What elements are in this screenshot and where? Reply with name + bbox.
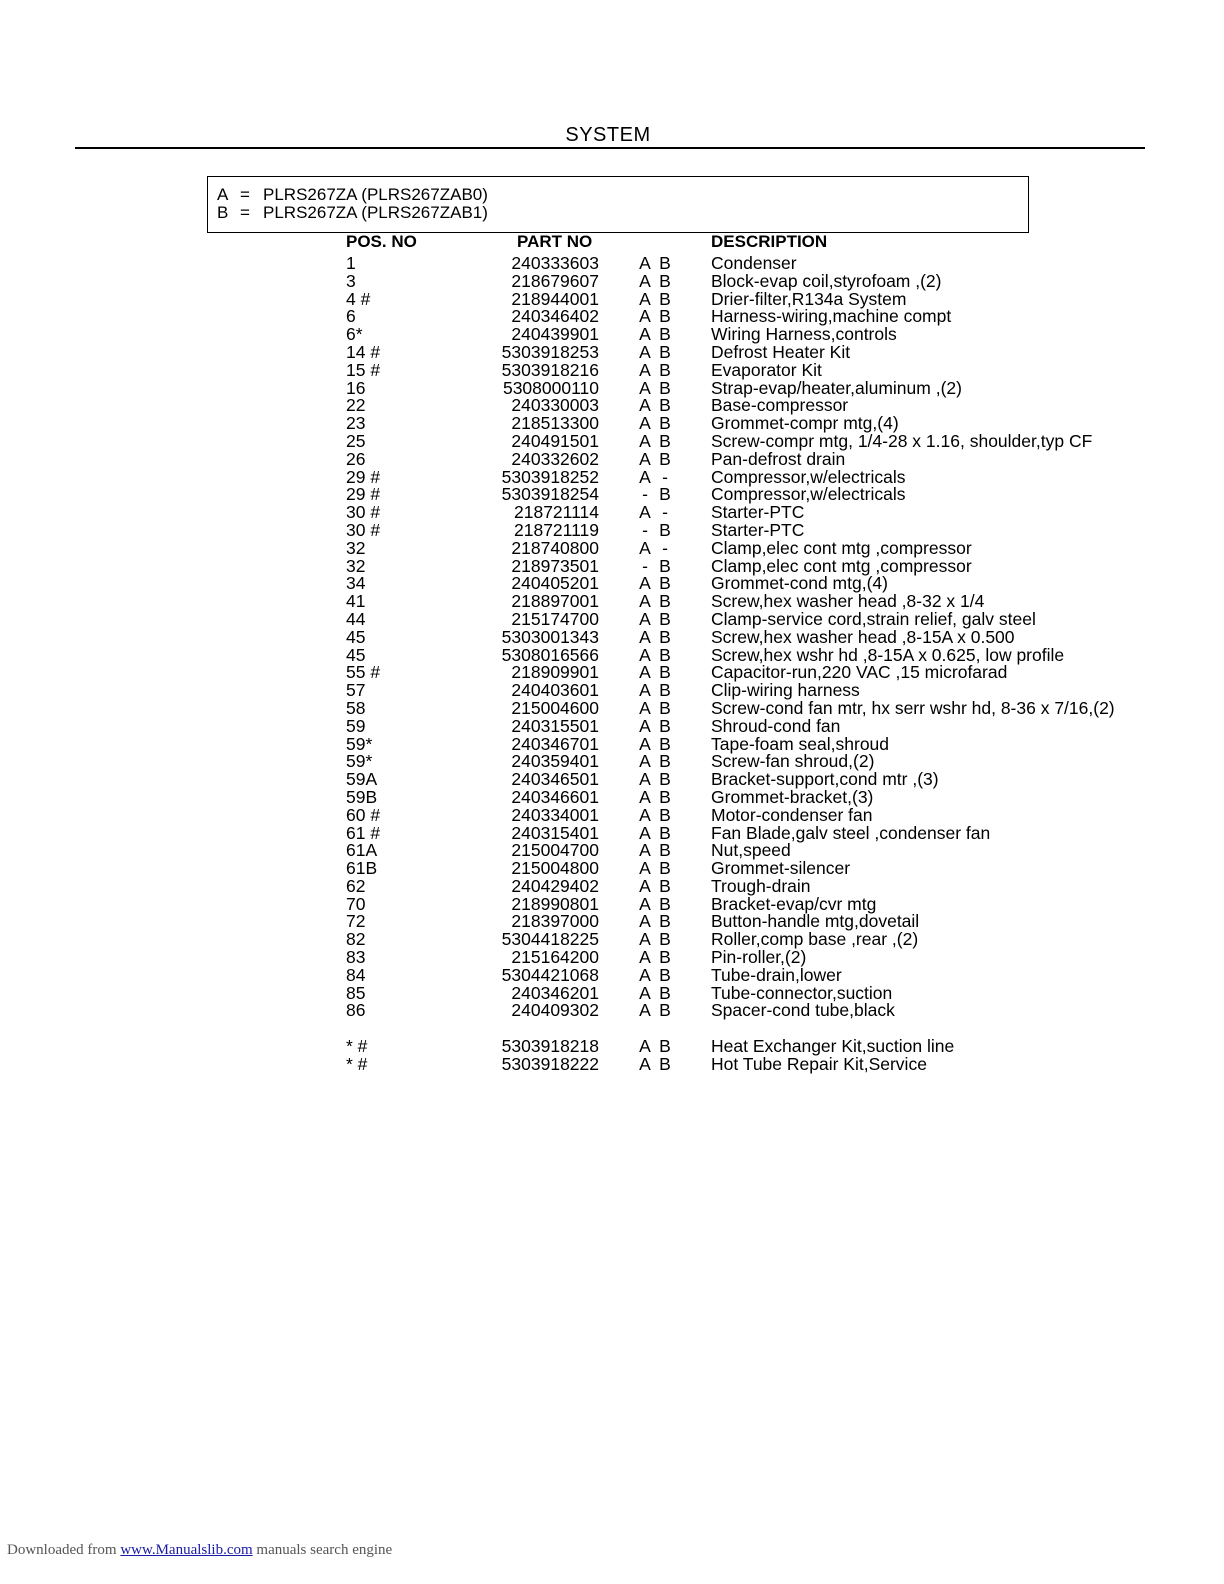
part-number-cell: 218397000	[511, 911, 599, 932]
part-number-cell: 5303918222	[501, 1053, 599, 1074]
parts-row	[0, 1002, 1224, 1020]
description-cell: Wiring Harness,controls	[711, 324, 897, 345]
model-a-flag: A	[639, 448, 651, 469]
model-b-flag: B	[659, 413, 671, 434]
model-a-flag: A	[639, 982, 651, 1003]
description-cell: Roller,comp base ,rear ,(2)	[711, 929, 919, 950]
description-cell: Spacer-cond tube,black	[711, 1000, 895, 1021]
part-number-cell: 240346601	[511, 786, 599, 807]
part-number-cell: 5303918216	[501, 359, 599, 380]
model-b-flag: B	[659, 786, 671, 807]
model-b-flag: B	[659, 395, 671, 416]
pos-cell: 58	[346, 697, 366, 718]
model-a-flag: A	[639, 911, 651, 932]
pos-cell: * #	[346, 1036, 368, 1057]
pos-cell: 60 #	[346, 804, 381, 825]
pos-cell: 59*	[346, 751, 373, 772]
pos-cell: 1	[346, 253, 356, 273]
model-b-flag: B	[659, 306, 671, 327]
part-number-cell: 240330003	[511, 395, 599, 416]
part-number-cell: 240359401	[511, 751, 599, 772]
description-cell: Shroud-cond fan	[711, 715, 841, 736]
description-cell: Compressor,w/electricals	[711, 484, 906, 505]
parts-row	[0, 593, 1224, 611]
part-number-cell: 218679607	[511, 270, 599, 291]
parts-row	[0, 608, 1224, 629]
parts-row	[0, 486, 1224, 504]
model-a-flag: A	[639, 608, 651, 629]
model-b-flag: B	[659, 715, 671, 736]
pos-cell: 6*	[346, 324, 363, 345]
part-number-cell: 218721119	[514, 519, 599, 540]
parts-row	[0, 288, 1224, 309]
pos-cell: 30 #	[346, 502, 381, 523]
pos-cell: 61B	[346, 858, 378, 879]
pos-cell: 55 #	[346, 662, 381, 683]
model-a-flag: A	[639, 893, 651, 914]
description-cell: Heat Exchanger Kit,suction line	[711, 1036, 955, 1057]
description-cell: Screw,hex washer head ,8-15A x 0.500	[711, 626, 1015, 647]
parts-row	[0, 341, 1224, 362]
description-cell: Evaporator Kit	[711, 359, 822, 380]
parts-row	[0, 466, 1224, 487]
model-b-flag: -	[662, 537, 668, 558]
parts-row	[0, 270, 1224, 291]
model-b-flag: B	[659, 804, 671, 825]
part-number-cell: 240439901	[511, 324, 599, 345]
pos-cell: 22	[346, 395, 366, 416]
part-number-cell: 218909901	[511, 662, 599, 683]
part-number-cell: 218513300	[511, 413, 599, 434]
part-number-cell: 240405201	[511, 573, 599, 594]
pos-cell: 61A	[346, 840, 378, 861]
parts-row	[0, 537, 1224, 558]
description-cell: Drier-filter,R134a System	[711, 288, 907, 309]
model-a-flag: A	[639, 306, 651, 327]
pos-cell: 83	[346, 947, 366, 968]
pos-cell: 41	[346, 591, 366, 612]
model-b-flag: B	[659, 270, 671, 291]
parts-row	[0, 733, 1224, 754]
manualslib-link[interactable]: www.Manualslib.com	[120, 1542, 253, 1558]
description-cell: Compressor,w/electricals	[711, 466, 906, 487]
model-a-flag: A	[639, 413, 651, 434]
pos-cell: 44	[346, 608, 366, 629]
model-b-flag: B	[659, 733, 671, 754]
parts-row	[0, 644, 1224, 665]
model-a-flag: A	[639, 466, 651, 487]
description-cell: Tube-drain,lower	[711, 964, 842, 985]
description-cell: Pin-roller,(2)	[711, 947, 807, 968]
model-a-flag: A	[639, 964, 651, 985]
model-b-flag: B	[659, 341, 671, 362]
model-a-flag: A	[639, 644, 651, 665]
pos-cell: 6	[346, 306, 356, 327]
part-number-cell: 215164200	[511, 947, 599, 968]
part-number-cell: 5303918254	[501, 484, 599, 505]
title-divider	[75, 147, 1145, 149]
description-cell: Clamp,elec cont mtg ,compressor	[711, 537, 972, 558]
model-b-flag: B	[659, 697, 671, 718]
model-a-flag: A	[639, 786, 651, 807]
footer-prefix: Downloaded from	[7, 1542, 117, 1558]
parts-row	[0, 255, 1224, 273]
pos-cell: 86	[346, 1000, 366, 1021]
model-b-flag: B	[659, 751, 671, 772]
description-cell: Trough-drain	[711, 875, 811, 896]
model-b-flag: B	[659, 626, 671, 647]
part-number-cell: 215174700	[511, 608, 599, 629]
parts-row	[0, 359, 1224, 380]
parts-row	[0, 697, 1224, 718]
model-b-flag: B	[659, 769, 671, 790]
model-b-flag: B	[659, 858, 671, 879]
description-cell: Screw,hex wshr hd ,8-15A x 0.625, low profile	[711, 644, 1065, 665]
model-legend	[207, 176, 1029, 233]
model-a-flag: A	[639, 626, 651, 647]
pos-cell: 72	[346, 911, 366, 932]
page-title: SYSTEM	[565, 124, 651, 146]
description-cell: Defrost Heater Kit	[711, 341, 851, 362]
model-b-flag: B	[659, 573, 671, 594]
part-number-cell: 218740800	[511, 537, 599, 558]
column-header-part: PART NO	[517, 232, 593, 251]
part-number-cell: 240315401	[511, 822, 599, 843]
model-a-flag: A	[639, 751, 651, 772]
pos-cell: 70	[346, 893, 366, 914]
parts-row	[0, 326, 1224, 344]
pos-cell: 32	[346, 555, 366, 576]
model-a-flag: -	[642, 484, 648, 505]
part-number-cell: 5303918218	[501, 1036, 599, 1057]
part-number-cell: 240346501	[511, 769, 599, 790]
model-a-flag: A	[639, 253, 651, 273]
model-b-flag: B	[659, 929, 671, 950]
part-number-cell: 215004800	[511, 858, 599, 879]
description-cell: Button-handle mtg,dovetail	[711, 911, 920, 932]
model-b-flag: B	[659, 662, 671, 683]
description-cell: Grommet-silencer	[711, 858, 851, 879]
part-number-cell: 218990801	[511, 893, 599, 914]
legend-model: PLRS267ZA (PLRS267ZAB1)	[263, 203, 488, 222]
parts-row	[0, 875, 1224, 896]
pos-cell: 59*	[346, 733, 373, 754]
pos-cell: 45	[346, 644, 366, 665]
parts-row	[0, 626, 1224, 647]
parts-row	[0, 519, 1224, 540]
model-b-flag: B	[659, 822, 671, 843]
model-b-flag: B	[659, 253, 671, 273]
model-b-flag: B	[659, 555, 671, 576]
parts-row	[0, 842, 1224, 860]
description-cell: Nut,speed	[711, 840, 791, 861]
model-a-flag: A	[639, 288, 651, 309]
pos-cell: 61 #	[346, 822, 381, 843]
pos-cell: 14 #	[346, 341, 381, 362]
model-b-flag: B	[659, 430, 671, 451]
pos-cell: 62	[346, 875, 366, 896]
description-cell: Fan Blade,galv steel ,condenser fan	[711, 822, 991, 843]
description-cell: Tube-connector,suction	[711, 982, 893, 1003]
model-b-flag: B	[659, 840, 671, 861]
description-cell: Clamp-service cord,strain relief, galv steel	[711, 608, 1036, 629]
model-b-flag: B	[659, 288, 671, 309]
download-footer	[7, 1542, 392, 1559]
part-number-cell: 240334001	[511, 804, 599, 825]
description-cell: Motor-condenser fan	[711, 804, 873, 825]
model-a-flag: A	[639, 858, 651, 879]
description-cell: Screw,hex washer head ,8-32 x 1/4	[711, 591, 985, 612]
model-a-flag: A	[639, 359, 651, 380]
part-number-cell: 240346701	[511, 733, 599, 754]
model-b-flag: B	[659, 359, 671, 380]
model-b-flag: B	[659, 982, 671, 1003]
pos-cell: 25	[346, 430, 366, 451]
description-cell: Tape-foam seal,shroud	[711, 733, 890, 754]
part-number-cell: 240346201	[511, 982, 599, 1003]
model-b-flag: B	[659, 964, 671, 985]
parts-row	[0, 308, 1224, 326]
model-b-flag: B	[659, 947, 671, 968]
pos-cell: 30 #	[346, 519, 381, 540]
pos-cell: 15 #	[346, 359, 381, 380]
model-a-flag: A	[639, 947, 651, 968]
model-b-flag: B	[659, 1053, 671, 1074]
part-number-cell: 5304418225	[501, 929, 599, 950]
part-number-cell: 240491501	[511, 430, 599, 451]
part-number-cell: 5308000110	[502, 377, 599, 398]
model-a-flag: A	[639, 680, 651, 701]
description-cell: Block-evap coil,styrofoam ,(2)	[711, 270, 942, 291]
model-b-flag: -	[662, 502, 668, 523]
pos-cell: 85	[346, 982, 366, 1003]
legend-equals: =	[240, 185, 250, 204]
description-cell: Screw-cond fan mtr, hx serr wshr hd, 8-36 x 7/16,(2)	[711, 697, 1115, 718]
parts-row	[0, 430, 1224, 451]
parts-list	[0, 255, 1224, 1074]
model-a-flag: A	[639, 395, 651, 416]
pos-cell: 4 #	[346, 288, 371, 309]
model-a-flag: A	[639, 1000, 651, 1021]
model-a-flag: A	[639, 502, 651, 523]
description-cell: Clip-wiring harness	[711, 680, 860, 701]
description-cell: Grommet-cond mtg,(4)	[711, 573, 888, 594]
pos-cell: 59A	[346, 769, 378, 790]
parts-row	[0, 893, 1224, 914]
model-a-flag: A	[639, 840, 651, 861]
model-a-flag: A	[639, 733, 651, 754]
parts-row	[0, 1053, 1224, 1074]
footer-suffix: manuals search engine	[256, 1542, 393, 1558]
part-number-cell: 5303918252	[501, 466, 599, 487]
pos-cell: 29 #	[346, 466, 381, 487]
pos-cell: 16	[346, 377, 366, 398]
description-cell: Bracket-support,cond mtr ,(3)	[711, 769, 939, 790]
description-cell: Grommet-bracket,(3)	[711, 786, 874, 807]
part-number-cell: 240333603	[511, 253, 599, 273]
parts-row	[0, 822, 1224, 843]
parts-row	[0, 715, 1224, 736]
parts-row	[0, 804, 1224, 825]
part-number-cell: 218973501	[511, 555, 599, 576]
model-b-flag: B	[659, 1000, 671, 1021]
part-number-cell: 240332602	[511, 448, 599, 469]
part-number-cell: 240315501	[511, 715, 599, 736]
parts-row	[0, 377, 1224, 398]
pos-cell: 84	[346, 964, 366, 985]
part-number-cell: 240409302	[511, 1000, 599, 1021]
part-number-cell: 5303001343	[501, 626, 599, 647]
parts-row	[0, 771, 1224, 789]
part-number-cell: 5304421068	[501, 964, 599, 985]
pos-cell: 57	[346, 680, 366, 701]
description-cell: Capacitor-run,220 VAC ,15 microfarad	[711, 662, 1008, 683]
column-header-pos: POS. NO	[346, 232, 417, 251]
legend-equals: =	[240, 203, 250, 222]
parts-row	[0, 1038, 1224, 1056]
parts-row	[0, 397, 1224, 415]
model-a-flag: A	[639, 591, 651, 612]
model-b-flag: B	[659, 911, 671, 932]
model-b-flag: B	[659, 608, 671, 629]
parts-row	[0, 964, 1224, 985]
model-a-flag: A	[639, 537, 651, 558]
model-a-flag: A	[639, 324, 651, 345]
parts-row	[0, 949, 1224, 967]
parts-row	[0, 555, 1224, 576]
parts-row	[0, 575, 1224, 593]
description-cell: Strap-evap/heater,aluminum ,(2)	[711, 377, 962, 398]
model-a-flag: A	[639, 875, 651, 896]
description-cell: Harness-wiring,machine compt	[711, 306, 952, 327]
description-cell: Pan-defrost drain	[711, 448, 846, 469]
part-number-cell: 5303918253	[501, 341, 599, 362]
description-cell: Screw-fan shroud,(2)	[711, 751, 875, 772]
description-cell: Grommet-compr mtg,(4)	[711, 413, 899, 434]
pos-cell: 82	[346, 929, 366, 950]
model-b-flag: -	[662, 466, 668, 487]
legend-line-a	[217, 186, 488, 204]
pos-cell: 3	[346, 270, 356, 291]
parts-row	[0, 913, 1224, 931]
pos-cell: 59B	[346, 786, 378, 807]
part-number-cell: 5308016566	[501, 644, 599, 665]
pos-cell: 29 #	[346, 484, 381, 505]
parts-row	[0, 753, 1224, 771]
pos-cell: 34	[346, 573, 366, 594]
description-cell: Screw-compr mtg, 1/4-28 x 1.16, shoulder,typ CF	[711, 430, 1093, 451]
pos-cell: 45	[346, 626, 366, 647]
parts-row	[0, 448, 1224, 469]
pos-cell: * #	[346, 1053, 368, 1074]
description-cell: Clamp,elec cont mtg ,compressor	[711, 555, 972, 576]
part-number-cell: 218721114	[514, 502, 599, 523]
model-b-flag: B	[659, 484, 671, 505]
model-a-flag: -	[642, 519, 648, 540]
model-a-flag: A	[639, 715, 651, 736]
model-a-flag: A	[639, 1036, 651, 1057]
model-a-flag: A	[639, 697, 651, 718]
part-number-cell: 240346402	[511, 306, 599, 327]
model-b-flag: B	[659, 591, 671, 612]
model-b-flag: B	[659, 324, 671, 345]
part-number-cell: 240403601	[511, 680, 599, 701]
legend-model: PLRS267ZA (PLRS267ZAB0)	[263, 185, 488, 204]
column-header-description: DESCRIPTION	[711, 232, 828, 251]
parts-row	[0, 931, 1224, 949]
part-number-cell: 218944001	[511, 288, 599, 309]
part-number-cell: 240429402	[511, 875, 599, 896]
model-a-flag: -	[642, 555, 648, 576]
description-cell: Condenser	[711, 253, 797, 273]
model-b-flag: B	[659, 875, 671, 896]
pos-cell: 59	[346, 715, 366, 736]
legend-key: A	[217, 185, 229, 204]
model-a-flag: A	[639, 804, 651, 825]
parts-row	[0, 786, 1224, 807]
model-b-flag: B	[659, 893, 671, 914]
model-a-flag: A	[639, 1053, 651, 1074]
description-cell: Starter-PTC	[711, 502, 805, 523]
model-b-flag: B	[659, 1036, 671, 1057]
model-b-flag: B	[659, 377, 671, 398]
model-a-flag: A	[639, 929, 651, 950]
model-b-flag: B	[659, 680, 671, 701]
part-number-cell: 215004600	[511, 697, 599, 718]
description-cell: Base-compressor	[711, 395, 849, 416]
description-cell: Hot Tube Repair Kit,Service	[711, 1053, 927, 1074]
legend-key: B	[217, 203, 229, 222]
legend-line-b	[217, 204, 488, 222]
description-cell: Bracket-evap/cvr mtg	[711, 893, 877, 914]
model-b-flag: B	[659, 519, 671, 540]
model-b-flag: B	[659, 644, 671, 665]
description-cell: Starter-PTC	[711, 519, 805, 540]
model-a-flag: A	[639, 270, 651, 291]
model-a-flag: A	[639, 430, 651, 451]
model-a-flag: A	[639, 769, 651, 790]
pos-cell: 26	[346, 448, 366, 469]
model-a-flag: A	[639, 377, 651, 398]
pos-cell: 23	[346, 413, 366, 434]
model-a-flag: A	[639, 341, 651, 362]
parts-row	[0, 504, 1224, 522]
model-a-flag: A	[639, 573, 651, 594]
parts-row	[0, 860, 1224, 878]
model-a-flag: A	[639, 822, 651, 843]
part-number-cell: 215004700	[511, 840, 599, 861]
parts-row	[0, 982, 1224, 1003]
part-number-cell: 218897001	[511, 591, 599, 612]
model-a-flag: A	[639, 662, 651, 683]
model-b-flag: B	[659, 448, 671, 469]
pos-cell: 32	[346, 537, 366, 558]
parts-row	[0, 664, 1224, 682]
